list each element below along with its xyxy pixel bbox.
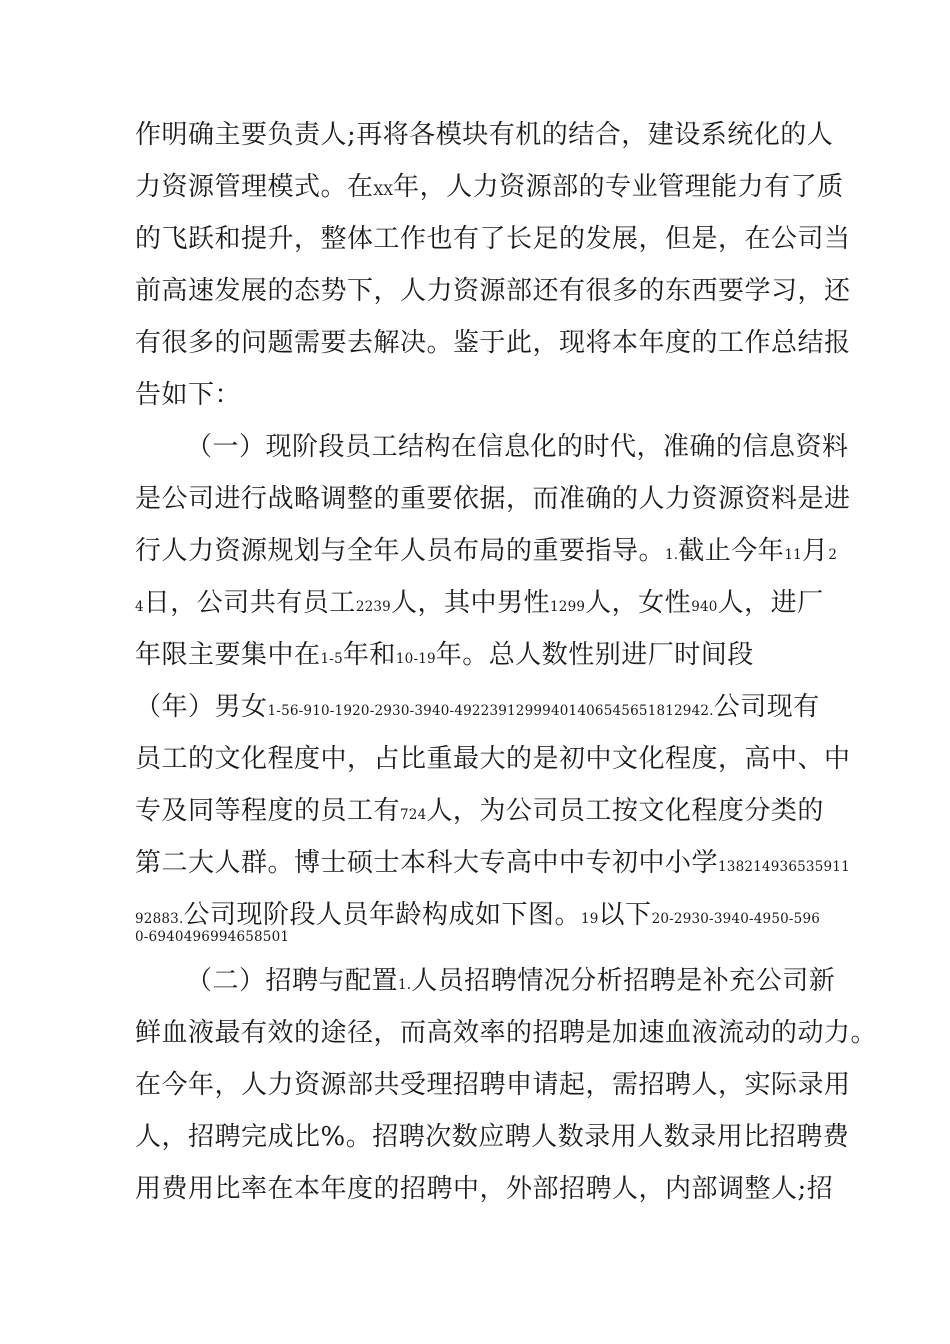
text-segment: 第二大人群。博士硕士本科大专高中中专初中小学 [135,848,719,878]
text-segment: 鲜血液最有效的途径，而高效率的招聘是加速血液流动的动力。 [135,1018,878,1048]
text-segment: 2 [828,547,838,563]
text-segment: 1-56-910-1920-2930-3940-492239129994014065456518129 [267,703,692,719]
paragraph-line [135,920,289,954]
text-segment: 年和 [342,640,396,670]
text-segment: 力资源管理模式。在 [135,172,374,202]
text-segment: 截止今年 [678,536,785,566]
text-segment: 11 [784,547,802,563]
text-segment: 人，进厂 [717,588,824,618]
paragraph-line [135,1068,851,1102]
paragraph-line [186,430,849,464]
paragraph-line [186,964,835,1002]
text-segment: 用费用比率在本年度的招聘中，外部招聘人，内部调整人;招 [135,1174,834,1204]
text-segment: 年，人力资源部的专业管理能力有了质 [393,172,844,202]
text-segment: 138214936535911 [718,859,850,875]
text-segment: 92883. [135,911,184,927]
paragraph-line [135,638,754,676]
text-segment: 0-6940496994658501 [135,929,290,945]
text-segment: 月 [801,536,829,566]
paragraph-line [135,326,851,360]
text-segment: 1. [665,547,679,563]
text-segment: 员工的文化程度中，占比重最大的是初中文化程度，高中、中 [135,744,851,774]
text-segment: 公司现阶段人员年龄构成如下图。 [183,900,581,930]
text-segment: 有很多的问题需要去解决。鉴于此，现将本年度的工作总结报 [135,328,851,358]
text-segment: 724 [400,807,427,823]
paragraph-line [135,378,241,412]
text-segment: XX [373,183,394,199]
paragraph-line [135,1120,849,1154]
paragraph-line [135,222,851,256]
text-segment: 告如下： [135,380,242,410]
text-segment: 19 [580,911,599,927]
text-segment: 作明确主要负责人;再将各模块有机的结合，建设系统化的人 [135,120,834,150]
text-segment: 人，其中男性 [390,588,550,618]
text-segment: 人，女性 [585,588,692,618]
paragraph-line [135,118,833,152]
section-heading: （二）招聘与配置 [186,966,399,996]
paragraph-line [135,274,851,308]
text-segment: 前高速发展的态势下，人力资源部还有很多的东西要学习，还 [135,276,851,306]
text-segment: 1. [398,977,412,993]
text-segment: 人，招聘完成比%。招聘次数应聘人数录用人数录用比招聘费 [135,1122,850,1152]
paragraph-line [135,586,824,624]
paragraph-line [135,170,844,208]
paragraph-line [135,794,824,832]
text-segment: 以下 [598,900,652,930]
paragraph-line [135,742,851,776]
text-segment: 在今年，人力资源部共受理招聘申请起，需招聘人，实际录用 [135,1070,851,1100]
text-segment: 人员招聘情况分析招聘是补充公司新 [411,966,836,996]
text-segment: 20-2930-3940-4950-596 [651,911,821,927]
section-heading: （一）现阶段员工结构在信息化的时代，准确的信息资料 [186,432,849,462]
text-segment: 940 [691,599,718,615]
text-segment: 4 [135,599,144,615]
text-segment: 42. [691,703,714,719]
text-segment: 人，为公司员工按文化程度分类的 [426,796,824,826]
text-segment: （年）男女 [135,692,268,722]
text-segment: 专及同等程度的员工有 [135,796,401,826]
text-segment: 的飞跃和提升，整体工作也有了长足的发展，但是，在公司当 [135,224,851,254]
text-segment: 公司现有 [713,692,820,722]
paragraph-line [135,690,820,728]
text-segment: 1-5 [320,651,343,667]
text-segment: 是公司进行战略调整的重要依据，而准确的人力资源资料是进 [135,484,851,514]
text-segment: 1299 [550,599,586,615]
paragraph-line [135,482,851,516]
paragraph-line [135,1016,877,1050]
paragraph-line [135,846,850,884]
paragraph-line [135,534,837,572]
text-segment: 年。总人数性别进厂时间段 [435,640,754,670]
text-segment: 行人力资源规划与全年人员布局的重要指导。 [135,536,666,566]
paragraph-line [135,1172,833,1206]
text-segment: 年限主要集中在 [135,640,321,670]
text-segment: 10-19 [395,651,436,667]
text-segment: 2239 [355,599,391,615]
text-segment: 日，公司共有员工 [143,588,356,618]
